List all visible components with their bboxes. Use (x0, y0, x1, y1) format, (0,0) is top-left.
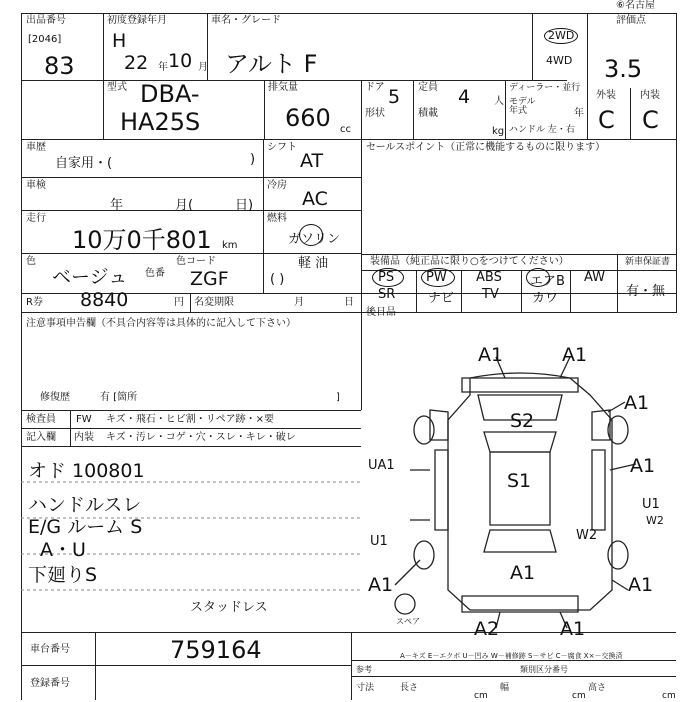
ext-grade: C (598, 106, 615, 134)
shift: AT (300, 150, 324, 172)
mark-left-rear-a1: A1 (368, 574, 394, 596)
height-cm: cm (662, 691, 676, 701)
model-label: 型式 (107, 82, 127, 93)
km-unit: km (222, 240, 238, 251)
damage-legend: A－キズ E－エクボ U－凹み W－補修跡 S－サビ C－腐食 X×－交換済 (400, 652, 623, 660)
remark-4: A・U (40, 539, 86, 561)
year-unit: 年 (574, 108, 584, 119)
mark-rear-glass: A1 (510, 562, 536, 584)
remark-1: オド 100801 (28, 460, 145, 482)
seat-unit: 人 (494, 96, 504, 107)
repair-text: 有 [箇所 (100, 392, 138, 403)
insp-fw: FW (76, 414, 92, 425)
size-line (351, 676, 676, 677)
equip-airbag: エアB (530, 274, 565, 289)
height-label: 高さ (588, 683, 607, 693)
ac: AC (302, 188, 328, 210)
year-kanji: 年 (158, 62, 168, 73)
reg-label: 初度登録年月 (107, 15, 167, 26)
meigi-label: 名変期限 (194, 297, 234, 308)
size-label: 寸法 (356, 683, 375, 693)
length-label: 長さ (400, 683, 419, 693)
warranty-choice: 有・無 (626, 284, 666, 299)
width-label: 幅 (500, 683, 510, 693)
drive-4wd: 4WD (546, 54, 573, 67)
remark-studless: スタッドレス (190, 600, 268, 615)
equip-pw: PW (426, 270, 447, 285)
auction-house: ⑥名古屋 (616, 0, 655, 11)
history-label: 車歴 (26, 142, 46, 153)
fuel-paren: ( ) (270, 272, 285, 287)
color-code: ZGF (190, 268, 229, 290)
length-cm: cm (474, 691, 488, 701)
dealer-label: ディーラー・並行 (509, 83, 581, 93)
equip-aw: AW (584, 270, 606, 285)
mark-right-rear-a1: A1 (628, 574, 654, 596)
width-cm: cm (572, 691, 586, 701)
repair-label: 修復歴 (40, 392, 70, 403)
shaken-label: 車検 (26, 180, 46, 191)
selling-label: セールスポイント（正常に機能するものに限ります） (366, 142, 606, 153)
back-label: 後日品 (366, 307, 396, 318)
shaken-day: 日) (235, 198, 254, 213)
ref-label: 参考 (356, 665, 372, 674)
repair-close: ] (336, 392, 340, 403)
month-kanji: 月 (198, 62, 208, 73)
reg-year: 22 (124, 52, 149, 74)
reg-no-label: 登録番号 (30, 678, 70, 689)
equip-navi: ナビ (428, 291, 455, 306)
mark-right-fender: A1 (624, 392, 650, 414)
mark-left-door: UA1 (368, 458, 395, 473)
remark-5: 下廻りS (28, 564, 98, 586)
insp-label-1: 検査員 (26, 414, 56, 425)
yen-unit: 円 (174, 297, 184, 308)
seat-label: 定員 (418, 82, 438, 93)
mark-rear-a1: A1 (560, 618, 586, 640)
equip-leather: カワ (532, 291, 559, 306)
seats: 4 (458, 86, 471, 108)
cc-unit: cc (340, 124, 351, 135)
fuel-gasoline: ガソリン (288, 232, 341, 247)
mark-left-rear: U1 (370, 534, 388, 549)
remark-2: ハンドルスレ (28, 494, 142, 516)
kg-unit: kg (492, 126, 505, 137)
equipment-label: 装備品（純正品に限り○をつけてください） (370, 256, 569, 267)
mark-right-w2: W2 (576, 528, 598, 543)
mark-right-door: A1 (630, 455, 656, 477)
shift-label: シフト (267, 142, 297, 153)
mark-roof: S1 (507, 470, 532, 492)
load-label: 積載 (418, 108, 438, 119)
meigi-month: 月 (294, 297, 304, 308)
reg-month: 10 (168, 50, 193, 72)
insp-int-label: 内装 (74, 432, 94, 443)
usage: 自家用・( (55, 156, 113, 171)
insp-int-row: キズ・汚レ・コゲ・穴・スレ・キレ・破レ (106, 432, 296, 443)
model-1: DBA- (140, 80, 200, 108)
car-name: アルト F (225, 50, 318, 78)
mark-rear-a2: A2 (474, 618, 500, 640)
mileage-label: 走行 (26, 213, 46, 224)
score-label: 評価点 (616, 15, 646, 26)
shaken-month: 月( (175, 198, 194, 213)
mark-front-right: A1 (562, 344, 588, 366)
ac-label: 冷房 (267, 180, 287, 191)
spare-label: スペア (396, 617, 420, 626)
recycle-label: R券 (26, 297, 43, 308)
int-grade: C (642, 106, 659, 134)
drive-2wd: 2WD (544, 28, 578, 44)
model-year-label: モデル 年式 (509, 97, 536, 116)
notes-label: 注意事項申告欄（不具合内容等は具体的に記入して下さい） (26, 318, 296, 329)
handle-label: ハンドル 左・右 (509, 125, 575, 135)
era: H (112, 30, 127, 52)
shape-label: 形状 (365, 108, 385, 119)
color-code-label: 色コード (176, 256, 216, 267)
lot-number: 83 (44, 52, 75, 80)
door-label: ドア (365, 82, 385, 93)
class-label: 類別区分番号 (520, 665, 568, 674)
mileage: 10万0千801 (72, 226, 212, 254)
insp-label-2: 記入欄 (26, 432, 56, 443)
color-label: 色 (26, 256, 36, 267)
warranty-label: 新車保証書 (625, 257, 671, 267)
model-2: HA25S (120, 108, 201, 136)
mark-front-left: A1 (478, 344, 504, 366)
chassis-number: 759164 (170, 636, 262, 664)
equip-tv: TV (482, 287, 499, 302)
displacement: 660 (285, 104, 331, 132)
equip-ps: PS (378, 270, 395, 285)
mark-roof-front: S2 (510, 410, 535, 432)
mark-right-u1: U1 (642, 497, 660, 512)
remark-3: E/G ルーム S (28, 516, 143, 538)
score-value: 3.5 (604, 55, 643, 83)
color: ベージュ (52, 266, 128, 288)
equip-abs: ABS (476, 270, 502, 285)
equip-sr: SR (378, 287, 396, 302)
lot-label: 出品番号 (26, 15, 66, 26)
usage-close: ) (250, 152, 256, 167)
recycle: 8840 (80, 289, 129, 311)
shaken-year: 年 (110, 198, 124, 213)
chassis-label: 車台番号 (30, 644, 70, 655)
fuel-label: 燃料 (267, 213, 287, 224)
legend-line (351, 660, 676, 661)
mark-right-w2b: W2 (646, 514, 664, 527)
fuel-diesel: 軽 油 (298, 256, 329, 271)
disp-label: 排気量 (268, 82, 298, 93)
doors: 5 (388, 86, 401, 108)
int-label: 内装 (640, 90, 660, 101)
insp-ext-row: キズ・飛石・ヒビ割・リペア跡・×要 (106, 414, 274, 425)
name-label: 車名・グレード (211, 15, 281, 26)
ext-label: 外装 (596, 90, 616, 101)
lot-code: [2046] (28, 34, 62, 45)
color-no-label: 色番 (145, 268, 165, 279)
meigi-day: 日 (344, 297, 354, 308)
